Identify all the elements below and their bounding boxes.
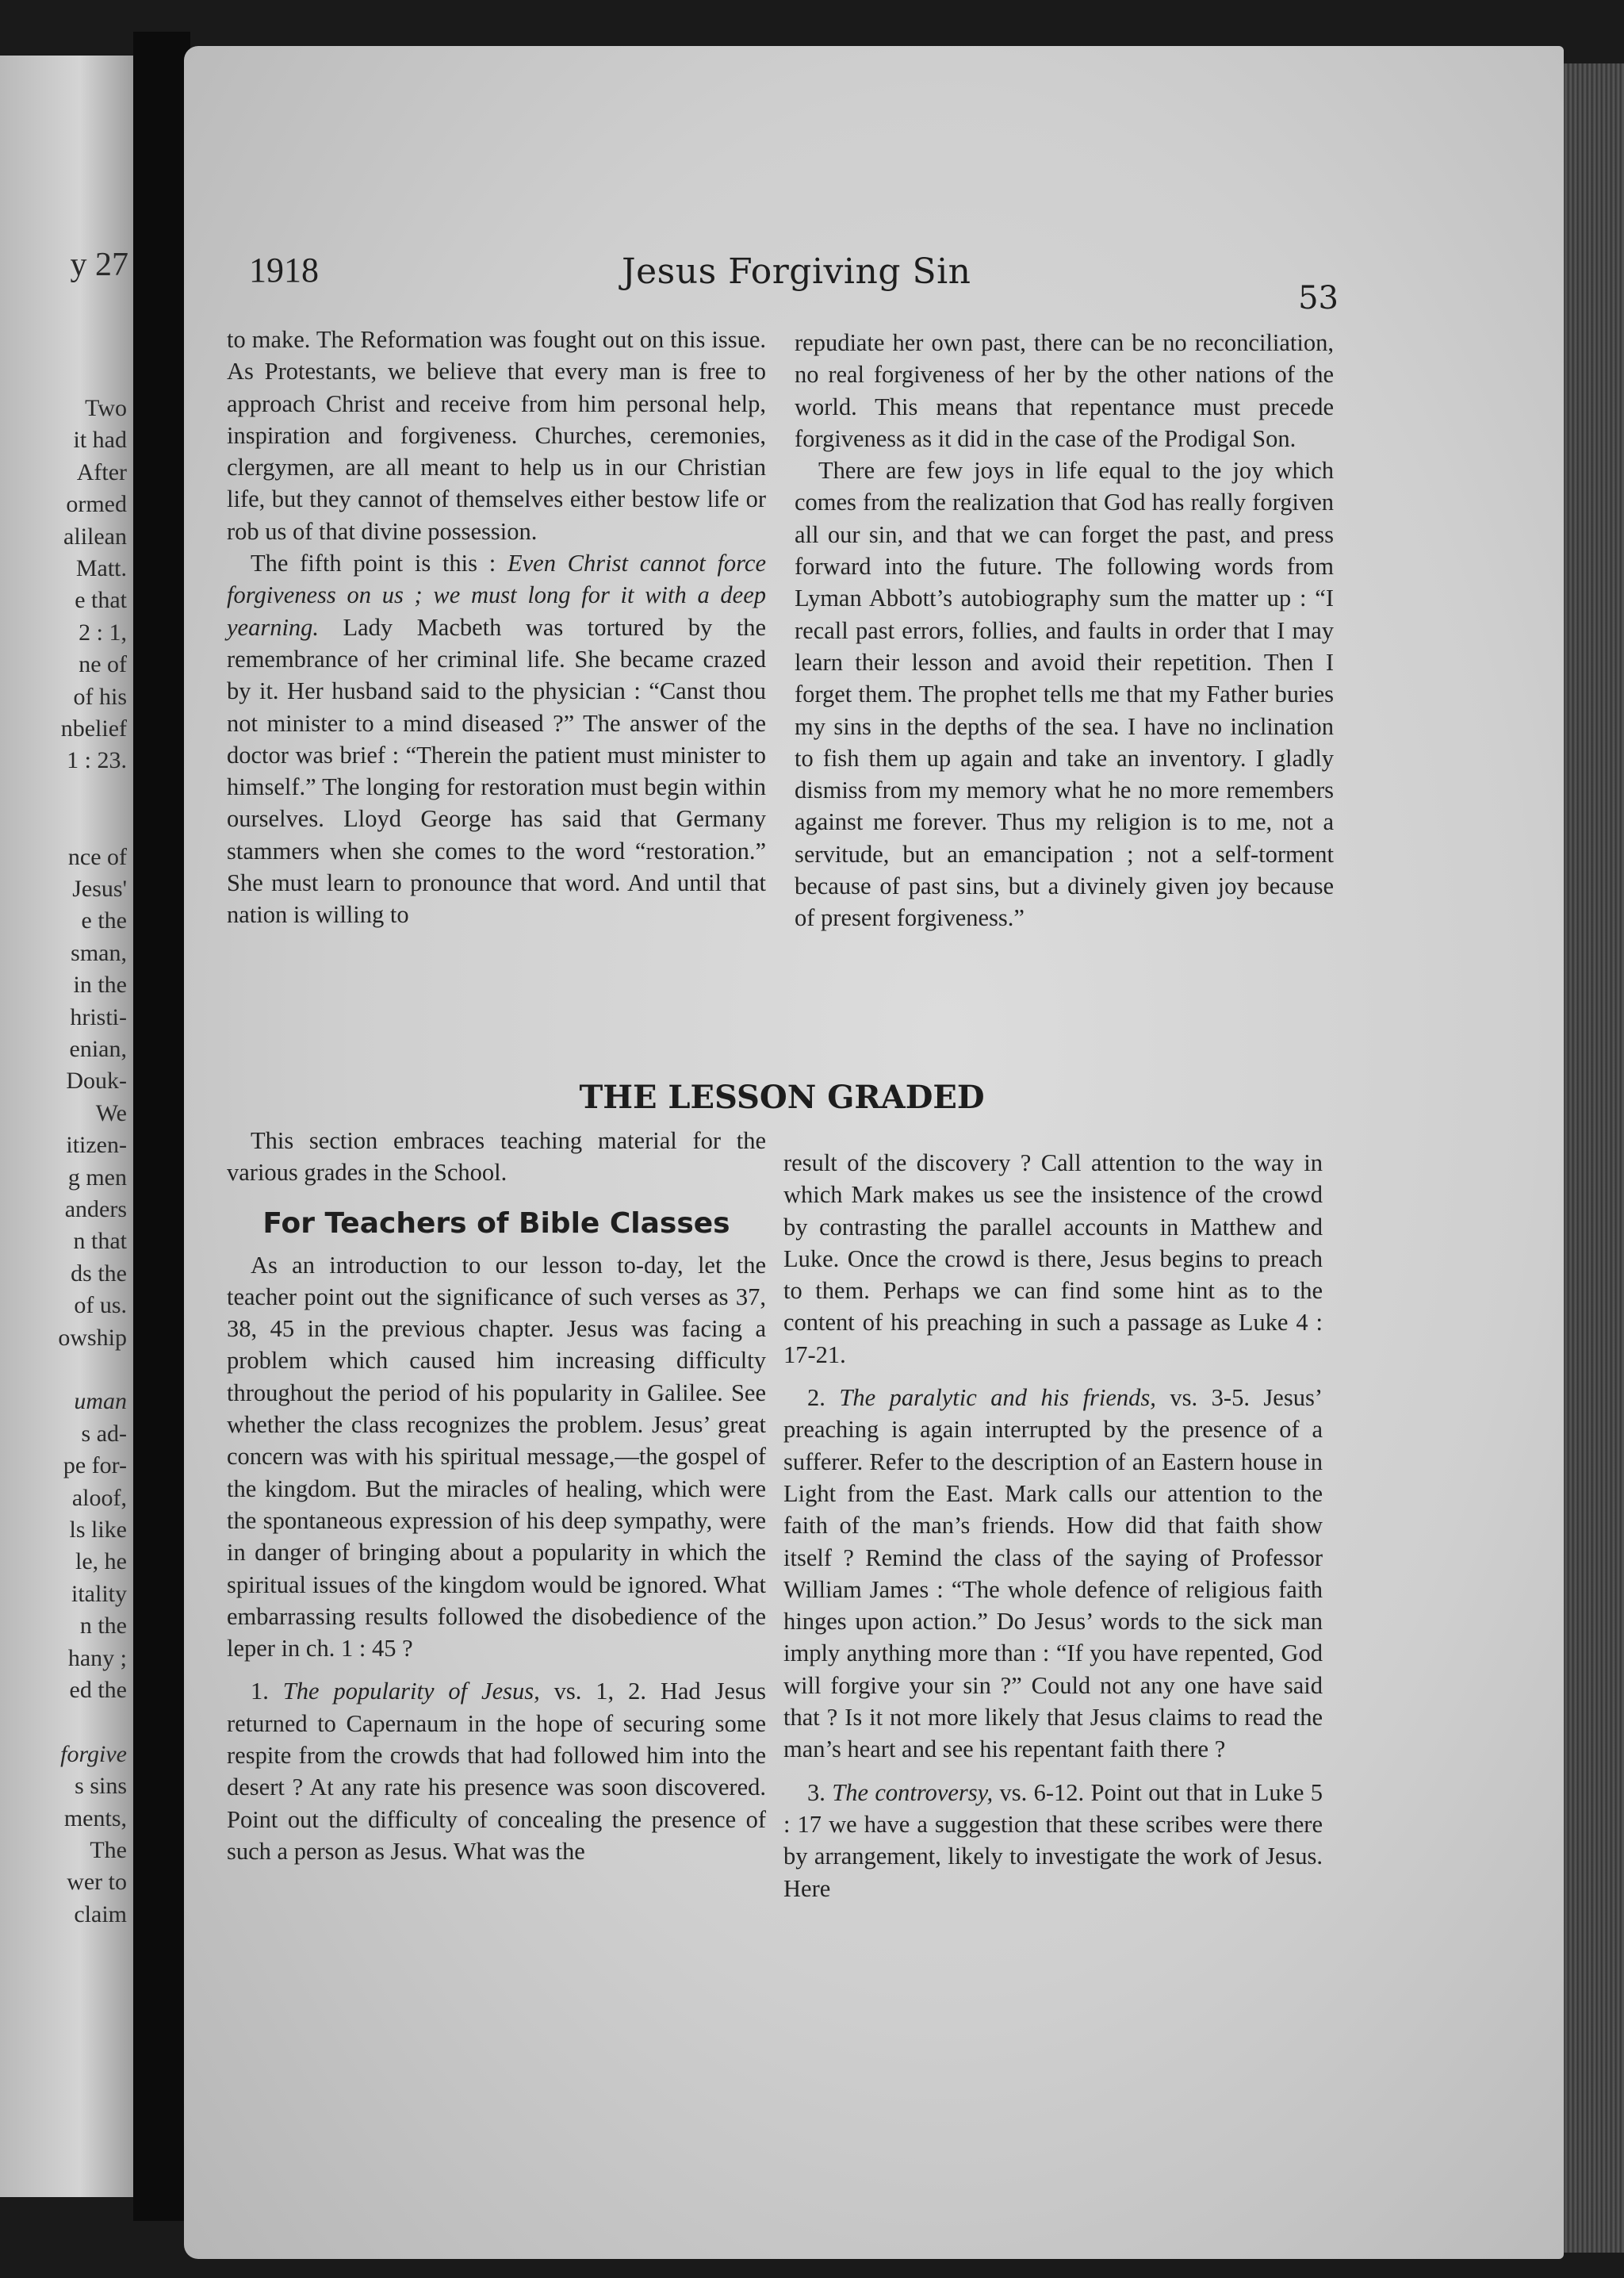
facing-page-line: hristi- bbox=[70, 1003, 127, 1030]
point-title: The popularity of Jesus, bbox=[282, 1678, 540, 1705]
paragraph-intro: This section embraces teaching material for the various grades in the School. bbox=[227, 1127, 766, 1187]
section-title: THE LESSON GRADED bbox=[579, 1079, 985, 1116]
column-right-top bbox=[795, 327, 1334, 934]
point-number: 3. bbox=[807, 1778, 833, 1806]
facing-page-line: ds the bbox=[71, 1260, 127, 1287]
facing-page-line: nbelief bbox=[60, 715, 127, 742]
facing-page-line: wer to bbox=[67, 1869, 127, 1896]
facing-page-line: le, he bbox=[75, 1548, 127, 1575]
column-right-bottom bbox=[783, 1147, 1323, 1904]
facing-page-line: Douk- bbox=[66, 1068, 127, 1095]
text-body: Lady Macbeth was tortured by the remembrance of her criminal life. She became crazed by it. Her husband said to the physician : “Canst thou not minister to a mind diseased ?” The answer of the doctor was brief : “Therein the patient must minister to himself.” The longing for restoration must begin within ourselves. Lloyd George has said that Germany stammers when she comes to the word “restoration.” She must learn to pronounce that word. And until that nation is willing to bbox=[227, 613, 766, 929]
facing-page-line: 2 : 1, bbox=[79, 619, 127, 646]
paragraph: repudiate her own past, there can be no reconciliation, no real forgiveness of her by the other nations of the world. This means that repentance must precede forgiveness as it did in the case of the Prodigal Son. bbox=[795, 329, 1334, 452]
facing-page-line: enian, bbox=[69, 1036, 127, 1062]
paragraph-introduction: As an introduction to our lesson to-day, let the teacher point out the significance of such verses as 37, 38, 45 in the previous chapter. Jesus was facing a problem which caused him increasing difficulty throughout the period of his popularity in Galilee. See whether the class recognizes the problem. Jesus’ great concern was with his spiritual message,—the gospel of the kingdom. But the miracles of healing, which were the spontaneous expression of his deep sympathy, were in danger of bringing about a popularity in which the spiritual issues of the kingdom would be ignored. What embarrassing results followed the disobedience of the leper in ch. 1 : 45 ? bbox=[227, 1251, 766, 1662]
facing-page-line: 1 : 23. bbox=[67, 747, 127, 774]
facing-page-line: forgive bbox=[60, 1740, 127, 1767]
facing-page-line: ls like bbox=[69, 1517, 127, 1543]
facing-page bbox=[0, 56, 133, 2197]
facing-page-line: Matt. bbox=[75, 555, 127, 581]
point-number: 2. bbox=[807, 1384, 840, 1412]
facing-page-line: ormed bbox=[66, 491, 127, 518]
facing-page-line: nce of bbox=[67, 843, 127, 870]
column-left-top bbox=[227, 324, 766, 931]
paragraph-joys: There are few joys in life equal to the joy which comes from the realization that God has really forgiven all our sin, and that we can forget the past, and press forward into the future. The following words from Lyman Abbott’s autobiography sum the matter up : “I recall past errors, follies, and faults in order that I may learn their lesson and avoid their repetition. Then I forget them. The prophet tells me that my Father buries my sins in the depths of the sea. I have no inclination to fish them up again and take an inventory. I gladly dismiss from my memory what he no more remembers against me forever. Thus my religion is to me, not a servitude, but an emancipation ; not a self-torment because of past sins, but a divinely given joy because of present forgiveness.” bbox=[795, 457, 1334, 932]
facing-page-line: itality bbox=[71, 1580, 127, 1607]
facing-page-line: alilean bbox=[63, 523, 127, 550]
text-lead: The fifth point is this : bbox=[251, 550, 508, 577]
facing-page-line: ments, bbox=[63, 1804, 127, 1831]
paragraph-point-3 bbox=[783, 1777, 1323, 1904]
facing-page-line: n the bbox=[79, 1613, 127, 1639]
facing-page-line: After bbox=[76, 458, 127, 485]
paragraph: result of the discovery ? Call attention to the way in which Mark makes us see the insistence of the crowd by contrasting the parallel accounts in Matthew and Luke. Once the crowd is there, Jesus begins to preach to them. Perhaps we can find some hint as to the content of his preaching in such a passage as Luke 4 : 17-21. bbox=[783, 1149, 1323, 1368]
facing-page-line: e the bbox=[81, 907, 127, 934]
facing-page-line: n that bbox=[73, 1228, 127, 1255]
running-header bbox=[249, 242, 1339, 316]
page-edges bbox=[1554, 63, 1624, 2253]
book-gutter bbox=[133, 32, 190, 2221]
header-title: Jesus Forgiving Sin bbox=[622, 251, 971, 292]
paragraph-point-2 bbox=[783, 1382, 1323, 1766]
header-year: 1918 bbox=[249, 251, 319, 290]
point-body: vs. 3-5. Jesus’ preaching is again interrupted by the presence of a sufferer. Refer to the description of an Eastern house in Light from the East. Mark calls our attention to the faith of the man’s friends. How did that faith show itself ? Remind the class of the saying of Professor William James : “The whole defence of religious faith hinges upon action.” Do Jesus’ words to the sick man imply anything more than : “If you have repented, God will forgive your sin ?” Could not any one have said that ? Is it not more likely that Jesus claims to read the man’s heart and see his repentant faith there ? bbox=[783, 1384, 1323, 1763]
point-body: vs. 1, 2. Had Jesus returned to Capernaum in the hope of securing some respite from the crowds that had followed him into the desert ? At any rate his presence was soon discovered. Point out the difficulty of concealing the presence of such a person as Jesus. What was the bbox=[227, 1678, 766, 1865]
facing-page-line: The bbox=[90, 1837, 127, 1863]
facing-page-line: of his bbox=[73, 683, 127, 710]
facing-page-line: ed the bbox=[69, 1677, 127, 1703]
facing-page-line: anders bbox=[64, 1196, 127, 1222]
page-number: 53 bbox=[1298, 280, 1339, 316]
point-title: The controversy, bbox=[832, 1778, 994, 1806]
facing-page-line: pe for- bbox=[63, 1452, 127, 1479]
facing-page-line: e that bbox=[75, 587, 127, 614]
paragraph: to make. The Reformation was fought out on this issue. As Protestants, we believe that every man is free to approach Christ and receive from him personal help, inspiration and forgiveness. Churches, ceremonies, clergymen, are all meant to help us in our Christian life, but they cannot of themselves either bestow life or rob us of that divine possession. bbox=[227, 326, 766, 545]
column-left-bottom bbox=[227, 1125, 766, 1867]
paragraph-point-1 bbox=[227, 1675, 766, 1867]
facing-page-line: ne of bbox=[79, 651, 127, 678]
text-emphasis: Even Christ cannot force forgiveness on us ; we must long for it with a deep yearning. bbox=[227, 550, 766, 641]
facing-page-line: Two bbox=[85, 395, 127, 421]
facing-page-line: sman, bbox=[71, 939, 127, 966]
point-number: 1. bbox=[251, 1678, 283, 1705]
facing-page-line: aloof, bbox=[71, 1484, 127, 1511]
facing-page-line: owship bbox=[58, 1324, 127, 1351]
paragraph-fifth-point bbox=[227, 547, 766, 931]
facing-page-line: s ad- bbox=[81, 1420, 127, 1447]
facing-page-line: uman bbox=[74, 1388, 127, 1415]
facing-page-line: claim bbox=[74, 1900, 127, 1927]
facing-page-header: y 27 bbox=[70, 247, 128, 283]
facing-page-line: g men bbox=[67, 1164, 127, 1191]
facing-page-line: it had bbox=[73, 427, 127, 454]
facing-page-line: of us. bbox=[74, 1292, 127, 1319]
facing-page-line: Jesus' bbox=[72, 876, 127, 902]
facing-page-line: itizen- bbox=[66, 1132, 127, 1159]
point-title: The paralytic and his friends, bbox=[839, 1384, 1156, 1412]
facing-page-line: hany ; bbox=[67, 1644, 127, 1671]
facing-page-line: s sins bbox=[75, 1773, 127, 1800]
facing-page-line: We bbox=[95, 1099, 127, 1126]
point-body: vs. 6-12. Point out that in Luke 5 : 17 we have a suggestion that these scribes were there by arrangement, likely to investigate the work of Jesus. Here bbox=[783, 1778, 1323, 1902]
facing-page-line: in the bbox=[73, 972, 127, 999]
subheading: For Teachers of Bible Classes bbox=[262, 1206, 730, 1240]
